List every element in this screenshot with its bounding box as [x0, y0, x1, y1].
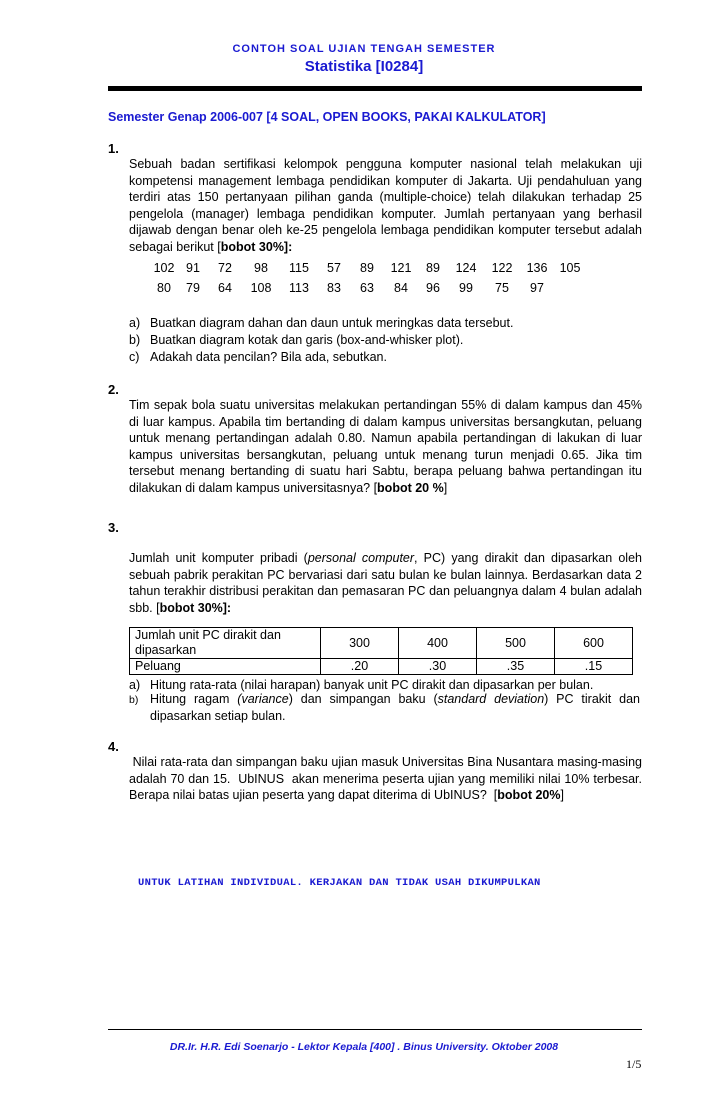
footer-author: DR.Ir. H.R. Edi Soenarjo - Lektor Kepala [400] . Binus University. Oktober 2008: [169, 1041, 559, 1053]
semester-line: Semester Genap 2006-007 [4 SOAL, OPEN BOOKS, PAKAI KALKULATOR]: [108, 110, 546, 124]
data-value: 57: [327, 261, 341, 275]
data-value: 97: [530, 281, 544, 295]
data-value: 115: [289, 261, 309, 275]
data-value: 99: [459, 281, 473, 295]
question-1-number: 1.: [108, 141, 119, 156]
table-row: [130, 628, 633, 659]
table-cell: 500: [477, 628, 555, 659]
document-title: Statistika [I0284]: [304, 58, 424, 75]
data-value: 113: [289, 281, 309, 295]
data-value: 124: [455, 261, 477, 275]
data-value: 98: [254, 261, 268, 275]
table-row-label: Peluang: [130, 659, 321, 675]
data-value: 108: [250, 281, 272, 295]
question-3-item-a: a) Hitung rata-rata (nilai harapan) banyak unit PC dirakit dan dipasarkan per bulan.: [129, 678, 594, 692]
document-subtitle: CONTOH SOAL UJIAN TENGAH SEMESTER: [232, 43, 496, 55]
data-value: 105: [559, 261, 581, 275]
data-value: 75: [495, 281, 509, 295]
table-cell: .20: [321, 659, 399, 675]
pc-distribution-table: [129, 627, 633, 675]
question-1-text: Sebuah badan sertifikasi kelompok pengguna komputer nasional telah melakukan uji kompetensi management lembaga pendidikan komputer di Jakarta. Uji pendahuluan yang terdiri atas 150 pertanyaan pilihan ganda (multiple-choice) telah dilakukan terhadap 25 pengelola (manager) lembaga pendidikan komputer. Jumlah pertanyaan yang berhasil dijawab dengan benar oleh ke-25 pengelola lembaga pendidikan komputer tersebut adalah sebagai berikut [bobot 30%]:: [129, 157, 642, 254]
question-1-item-b: b) Buatkan diagram kotak dan garis (box-and-whisker plot).: [129, 333, 464, 347]
question-3-number: 3.: [108, 520, 119, 535]
table-cell: .30: [399, 659, 477, 675]
question-1-item-a: a) Buatkan diagram dahan dan daun untuk meringkas data tersebut.: [129, 316, 514, 330]
data-value: 83: [327, 281, 341, 295]
data-value: 96: [426, 281, 440, 295]
data-value: 136: [526, 261, 548, 275]
question-2-number: 2.: [108, 382, 119, 397]
data-value: 89: [360, 261, 374, 275]
data-value: 84: [394, 281, 408, 295]
question-3-text: Jumlah unit komputer pribadi (personal computer, PC) yang dirakit dan dipasarkan oleh sebuah pabrik perakitan PC bervariasi dari satu bulan ke bulan lainnya. Berdasarkan data 2 tahun terakhir distribusi perakitan dan pemasaran PC dan peluangnya dalam 4 bulan adalah sbb. [bobot 30%]:: [129, 551, 642, 615]
data-value: 89: [426, 261, 440, 275]
data-value: 63: [360, 281, 374, 295]
table-cell: .35: [477, 659, 555, 675]
data-value: 121: [390, 261, 412, 275]
data-value: 72: [218, 261, 232, 275]
data-value: 122: [491, 261, 513, 275]
footer-divider: [108, 1029, 642, 1030]
data-value: 80: [157, 281, 171, 295]
table-cell: 400: [399, 628, 477, 659]
data-value: 79: [186, 281, 200, 295]
practice-note: UNTUK LATIHAN INDIVIDUAL. KERJAKAN DAN TIDAK USAH DIKUMPULKAN: [138, 877, 541, 889]
page-number: 1/5: [626, 1057, 642, 1071]
question-2-text: Tim sepak bola suatu universitas melakukan pertandingan 55% di dalam kampus dan 45% di luar kampus. Apabila tim bertanding di dalam kampus universitas bersangkutan, peluang untuk menang pertandingan adalah 0.80. Namun apabila pertandingan di lakukan di luar kampus universitas bersangkutan, peluang untuk menang turun menjadi 0.65. Jika tim tersebut menang bertanding di suatu hari Sabtu, berapa peluang bahwa pertandingan itu dilakukan di dalam kampus universitasnya? [bobot 20 %]: [129, 398, 642, 495]
data-value: 91: [186, 261, 200, 275]
question-4-number: 4.: [108, 739, 119, 754]
table-row-label: Jumlah unit PC dirakit dan dipasarkan: [130, 628, 321, 659]
table-cell: 600: [555, 628, 633, 659]
data-row-1: [150, 261, 620, 275]
question-1-item-c: c) Adakah data pencilan? Bila ada, sebutkan.: [129, 350, 387, 364]
table-row: [130, 659, 633, 675]
question-3-item-b: b) Hitung ragam (variance) dan simpangan baku (standard deviation) PC tirakit dan dipasarkan setiap bulan.: [129, 692, 640, 723]
table-cell: .15: [555, 659, 633, 675]
question-4-text: Nilai rata-rata dan simpangan baku ujian masuk Universitas Bina Nusantara masing-masing adalah 70 dan 15. UbINUS akan menerima peserta ujian yang memiliki nilai 10% terbesar. Berapa nilai batas ujian peserta yang dapat diterima di UbINUS? [bobot 20%]: [129, 755, 646, 802]
data-value: 64: [218, 281, 232, 295]
data-value: 102: [153, 261, 175, 275]
header-divider: [108, 86, 642, 91]
table-cell: 300: [321, 628, 399, 659]
data-row-2: [150, 281, 620, 295]
